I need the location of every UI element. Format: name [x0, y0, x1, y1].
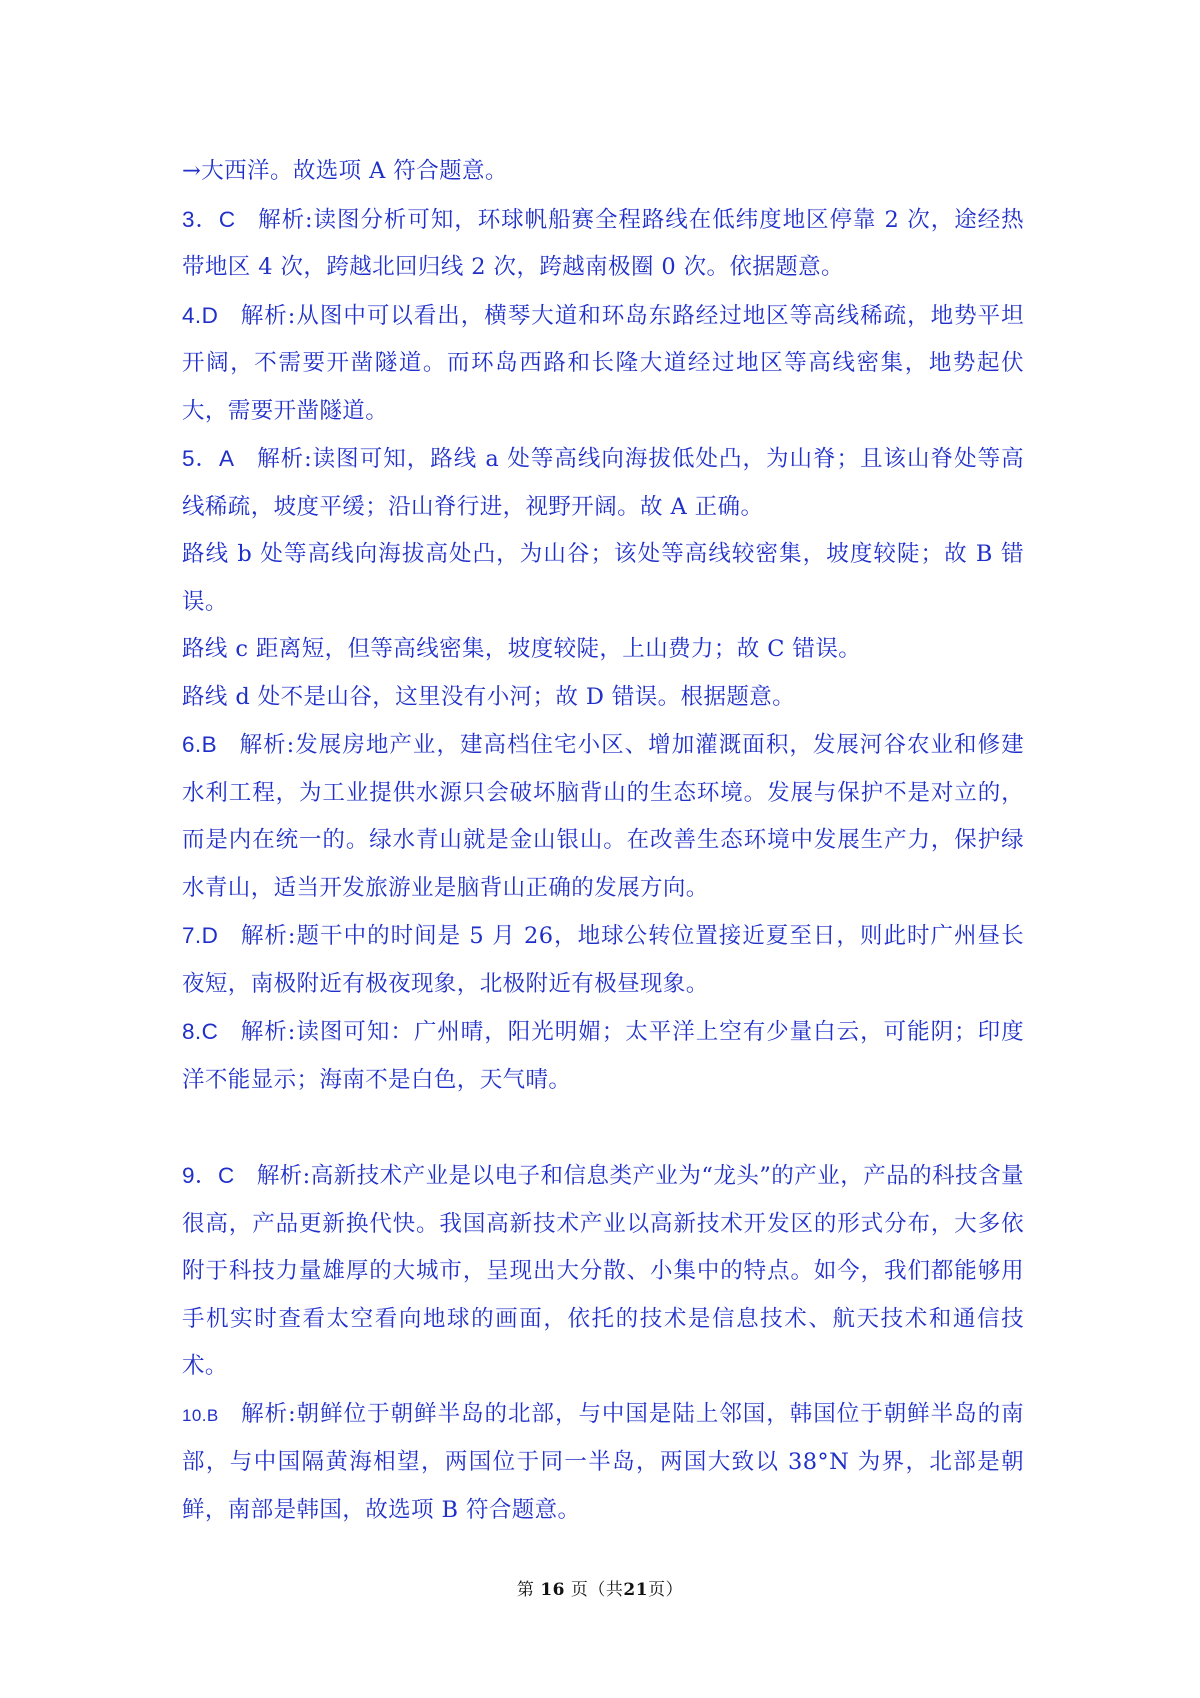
footer-middle: 页（共 [570, 1580, 624, 1600]
question-label: 7.D [182, 923, 219, 948]
answer-7 [182, 912, 1024, 1008]
answer-5-route-b [182, 531, 1024, 626]
answer-5-route-d [182, 674, 1024, 722]
paragraph-text: 路线 b 处等高线向海拔高处凸，为山谷；该处等高线较密集，坡度较陡；故 B 错误。 [182, 541, 1024, 615]
paragraph-text: 解析:读图可知：广州晴，阳光明媚；太平洋上空有少量白云，可能阴；印度洋不能显示；海南不是白色，天气晴。 [182, 1019, 1024, 1093]
question-label: 10.B [182, 1405, 219, 1425]
paragraph-text: 解析:读图可知，路线 a 处等高线向海拔低处凸，为山脊；且该山脊处等高线稀疏，坡度平缓；沿山脊行进，视野开阔。故 A 正确。 [182, 446, 1024, 520]
question-label: 3．C [182, 206, 236, 232]
current-page-number: 16 [540, 1580, 565, 1600]
answer-explanations [182, 148, 1024, 1534]
footer-prefix: 第 [516, 1580, 535, 1600]
answer-8 [182, 1008, 1024, 1104]
answer-3 [182, 196, 1024, 292]
paragraph-text: 解析:高新技术产业是以电子和信息类产业为“龙头”的产业，产品的科技含量很高，产品更新换代快。我国高新技术产业以高新技术开发区的形式分布，大多依附于科技力量雄厚的大城市，呈现出大分散、小集中的特点。如今，我们都能够用手机实时查看太空看向地球的画面，依托的技术是信息技术、航天技术和通信技术。 [182, 1163, 1024, 1379]
answer-10 [182, 1391, 1024, 1535]
question-label: 9．C [182, 1163, 235, 1188]
paragraph-text: 解析:读图分析可知，环球帆船赛全程路线在低纬度地区停靠 2 次，途经热带地区 4 次，跨越北回归线 2 次，跨越南极圈 0 次。依据题意。 [182, 206, 1025, 280]
paragraph-text: 解析:发展房地产业，建高档住宅小区、增加灌溉面积，发展河谷农业和修建水利工程，为工业提供水源只会破坏脑背山的生态环境。发展与保护不是对立的，而是内在统一的。绿水青山就是金山银山。在改善生态环境中发展生产力，保护绿水青山，适当开发旅游业是脑背山正确的发展方向。 [182, 732, 1024, 901]
paragraph-text: 解析:朝鲜位于朝鲜半岛的北部，与中国是陆上邻国，韩国位于朝鲜半岛的南部，与中国隔黄海相望，两国位于同一半岛，两国大致以 38°N 为界，北部是朝鲜，南部是韩国，故选项 B 符合题意。 [182, 1400, 1024, 1523]
answer-9 [182, 1152, 1024, 1391]
total-page-count: 21 [623, 1580, 649, 1600]
footer-suffix: 页） [648, 1580, 684, 1600]
answer-6 [182, 721, 1024, 912]
answer-5-route-c [182, 626, 1024, 674]
answer-4 [182, 292, 1024, 436]
question-label: 6.B [182, 732, 217, 757]
question-label: 8.C [182, 1019, 219, 1044]
answer-5 [182, 435, 1024, 531]
paragraph-text: 解析:题干中的时间是 5 月 26，地球公转位置接近夏至日，则此时广州昼长夜短，南极附近有极夜现象，北极附近有极昼现象。 [182, 923, 1024, 997]
paragraph-text: →大西洋。故选项 A 符合题意。 [182, 158, 508, 184]
paragraph-text: 路线 c 距离短，但等高线密集，坡度较陡，上山费力；故 C 错误。 [182, 636, 862, 662]
question-label: 4.D [182, 302, 219, 328]
page-footer [0, 1575, 1200, 1600]
paragraph-continuation [182, 148, 1024, 196]
paragraph-text: 路线 d 处不是山谷，这里没有小河；故 D 错误。根据题意。 [182, 683, 796, 710]
question-label: 5．A [182, 446, 235, 471]
paragraph-text: 解析:从图中可以看出，横琴大道和环岛东路经过地区等高线稀疏，地势平坦开阔，不需要开凿隧道。而环岛西路和长隆大道经过地区等高线密集，地势起伏大，需要开凿隧道。 [182, 302, 1024, 424]
